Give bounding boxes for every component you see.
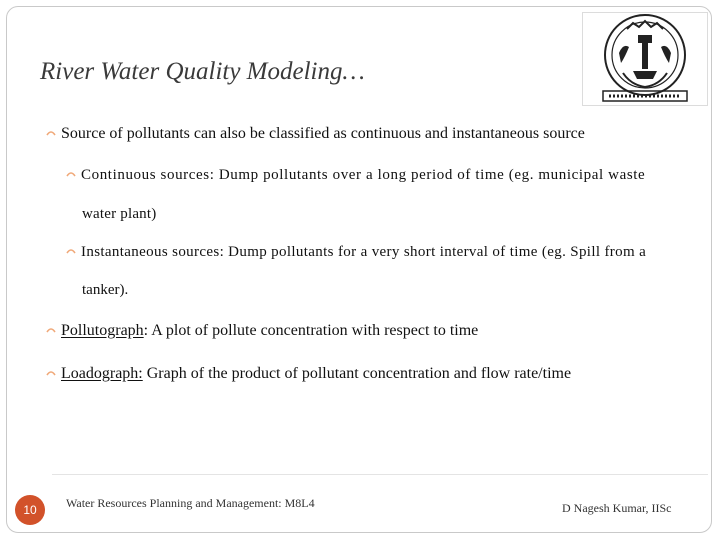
bullet-marker-icon [46, 129, 56, 139]
bullet-instantaneous-sources [66, 244, 646, 261]
bullet-marker-icon [66, 170, 76, 180]
bullet-text: Continuous sources: Dump pollutants over a long period of time (eg. municipal waste [81, 167, 646, 183]
bullet-text: Instantaneous sources: Dump pollutants for a very short interval of time (eg. Spill from a [81, 244, 647, 260]
footer-course-title: Water Resources Planning and Management: M8L4 [66, 496, 315, 510]
bullet-marker-icon [66, 247, 76, 257]
definition-loadograph: Graph of the product of pollutant concentration and flow rate/time [142, 365, 572, 382]
bullet-marker-icon [46, 326, 56, 336]
bullet-loadograph [46, 365, 571, 383]
definition-pollutograph: : A plot of pollute concentration with respect to time [143, 322, 479, 339]
bullet-pollutograph [46, 322, 478, 340]
bullet-instantaneous-sources-cont: tanker). [82, 282, 129, 298]
bullet-continuous-sources-cont: water plant) [82, 206, 157, 222]
slide-title: River Water Quality Modeling… [40, 58, 365, 85]
bullet-continuous-sources [66, 167, 645, 184]
logo [582, 12, 708, 106]
iisc-emblem-icon [583, 13, 707, 105]
footer-divider [52, 474, 708, 475]
term-pollutograph: Pollutograph [61, 322, 144, 339]
bullet-marker-icon [46, 369, 56, 379]
bullet-text: Source of pollutants can also be classified as continuous and instantaneous source [61, 125, 585, 142]
footer-author: D Nagesh Kumar, IISc [562, 501, 672, 515]
bullet-source-classification [46, 125, 585, 143]
page-number-badge: 10 [15, 495, 45, 525]
term-loadograph: Loadograph: [61, 365, 143, 382]
